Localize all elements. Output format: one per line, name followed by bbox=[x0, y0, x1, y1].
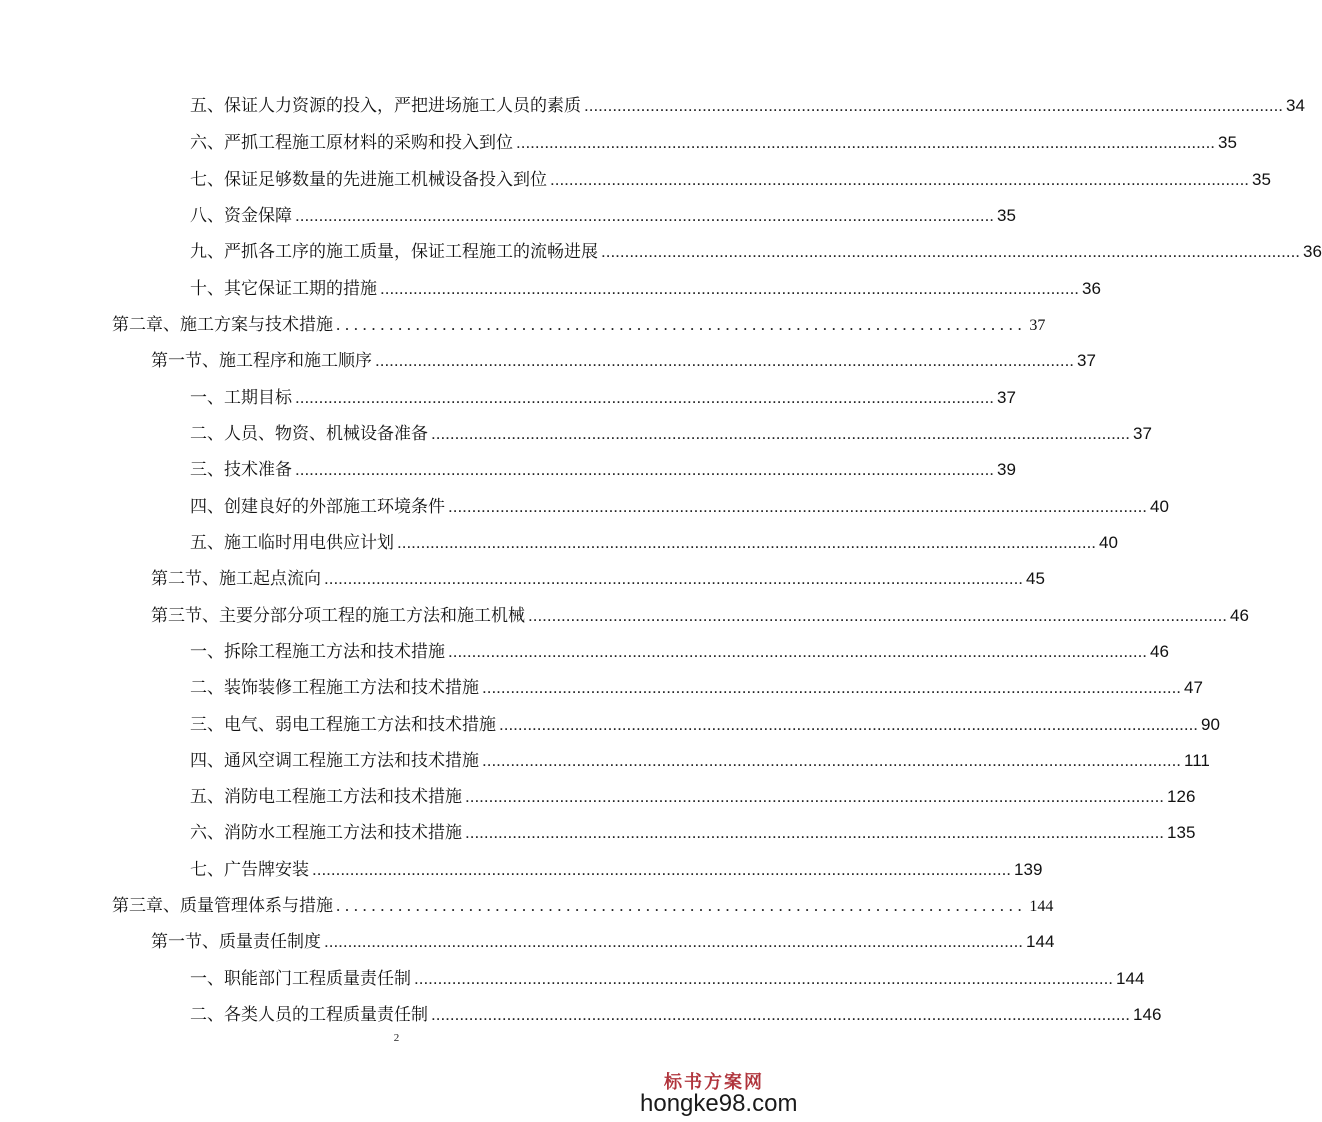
toc-leader-dots: .................................................................................................................................................... bbox=[324, 932, 1024, 951]
toc-leader-dots: .................................................................................................................................................... bbox=[499, 715, 1199, 734]
toc-leader-dots: .................................................................................................................................................... bbox=[295, 460, 995, 479]
toc-entry-title: 七、保证足够数量的先进施工机械设备投入到位 bbox=[190, 170, 547, 190]
toc-entry[interactable] bbox=[190, 787, 1196, 807]
toc-leader-dots: .................................................................................................................................................... bbox=[516, 133, 1216, 152]
toc-leader-dots: .................................................................................................................................................... bbox=[380, 279, 1080, 298]
toc-entry-title: 三、电气、弱电工程施工方法和技术措施 bbox=[190, 715, 496, 735]
toc-entry[interactable] bbox=[190, 242, 1322, 262]
toc-entry-page: 111 bbox=[1184, 751, 1210, 770]
toc-entry-title: 第一节、施工程序和施工顺序 bbox=[151, 351, 372, 371]
toc-leader-dots: .................................................................................................................................................... bbox=[584, 96, 1284, 115]
watermark-domain: hongke98.com bbox=[640, 1090, 798, 1117]
toc-leader-dots: .................................................................................................................................................... bbox=[295, 206, 995, 225]
toc-entry-title: 九、严抓各工序的施工质量，保证工程施工的流畅进展 bbox=[190, 242, 598, 262]
toc-entry-title: 二、人员、物资、机械设备准备 bbox=[190, 424, 428, 444]
toc-entry-page: 39 bbox=[997, 460, 1016, 479]
toc-entry-page: 144 bbox=[1029, 898, 1054, 915]
toc-entry-title: 第三章、质量管理体系与措施 bbox=[112, 896, 333, 916]
toc-entry-title: 七、广告牌安装 bbox=[190, 860, 309, 880]
toc-entry-page: 46 bbox=[1150, 642, 1169, 661]
toc-section-entry[interactable] bbox=[151, 932, 1055, 952]
toc-leader-dots: .................................................................................................................................................... bbox=[482, 751, 1182, 770]
toc-entry-title: 二、装饰装修工程施工方法和技术措施 bbox=[190, 678, 479, 698]
toc-entry-title: 十、其它保证工期的措施 bbox=[190, 279, 377, 299]
toc-entry-page: 126 bbox=[1167, 787, 1196, 806]
toc-entry[interactable] bbox=[190, 460, 1016, 480]
toc-entry[interactable] bbox=[190, 170, 1271, 190]
toc-entry[interactable] bbox=[190, 1005, 1162, 1025]
toc-entry-title: 三、技术准备 bbox=[190, 460, 292, 480]
toc-leader-dots: .................................................................................................................................................... bbox=[465, 787, 1165, 806]
toc-entry-page: 144 bbox=[1026, 932, 1055, 951]
toc-leader-dots: .................................................................................................................................................... bbox=[312, 860, 1012, 879]
toc-entry-page: 37 bbox=[1077, 351, 1096, 370]
toc-entry-title: 四、创建良好的外部施工环境条件 bbox=[190, 497, 445, 517]
toc-entry[interactable] bbox=[190, 823, 1196, 843]
toc-leader-dots: .................................................................................................................................................... bbox=[448, 497, 1148, 516]
toc-entry-title: 六、消防水工程施工方法和技术措施 bbox=[190, 823, 462, 843]
toc-entry-page: 36 bbox=[1082, 279, 1101, 298]
toc-entry[interactable] bbox=[190, 133, 1237, 153]
toc-entry[interactable] bbox=[190, 860, 1043, 880]
toc-leader-dots: .................................................................................................................................................... bbox=[295, 388, 995, 407]
watermark-site-name: 标书方案网 bbox=[664, 1072, 764, 1093]
toc-entry[interactable] bbox=[190, 678, 1203, 698]
toc-entry-page: 35 bbox=[997, 206, 1016, 225]
toc-entry-title: 第三节、主要分部分项工程的施工方法和施工机械 bbox=[151, 606, 525, 626]
toc-entry-page: 35 bbox=[1252, 170, 1271, 189]
page-number: 2 bbox=[393, 1032, 400, 1044]
toc-entry-page: 40 bbox=[1099, 533, 1118, 552]
toc-entry-title: 第一节、质量责任制度 bbox=[151, 932, 321, 952]
toc-chapter-entry[interactable] bbox=[112, 315, 1046, 336]
toc-entry-page: 135 bbox=[1167, 823, 1196, 842]
toc-leader-dots: .................................................................................................................................................... bbox=[550, 170, 1250, 189]
toc-entry[interactable] bbox=[190, 96, 1305, 116]
toc-entry[interactable] bbox=[190, 279, 1101, 299]
toc-section-entry[interactable] bbox=[151, 569, 1045, 589]
toc-section-entry[interactable] bbox=[151, 606, 1249, 626]
toc-entry[interactable] bbox=[190, 533, 1118, 553]
toc-leader-dots: .................................................................................................................................................... bbox=[528, 606, 1228, 625]
toc-entry-page: 46 bbox=[1230, 606, 1249, 625]
toc-entry-page: 45 bbox=[1026, 569, 1045, 588]
toc-leader-dots: .................................................................................................................................................... bbox=[397, 533, 1097, 552]
toc-entry-page: 37 bbox=[997, 388, 1016, 407]
toc-leader-dots: .................................................................................................................................................... bbox=[448, 642, 1148, 661]
toc-entry-page: 37 bbox=[1133, 424, 1152, 443]
toc-leader-dots: .................................................................................................................................................... bbox=[324, 569, 1024, 588]
toc-entry-page: 34 bbox=[1286, 96, 1305, 115]
toc-entry-page: 40 bbox=[1150, 497, 1169, 516]
toc-section-entry[interactable] bbox=[151, 351, 1096, 371]
toc-entry-page: 90 bbox=[1201, 715, 1220, 734]
toc-entry[interactable] bbox=[190, 642, 1169, 662]
toc-chapter-entry[interactable] bbox=[112, 896, 1054, 917]
toc-entry[interactable] bbox=[190, 715, 1220, 735]
toc-entry[interactable] bbox=[190, 497, 1169, 517]
toc-entry-title: 五、消防电工程施工方法和技术措施 bbox=[190, 787, 462, 807]
toc-leader-dots: .................................................................................................................................................... bbox=[431, 424, 1131, 443]
toc-entry-title: 五、保证人力资源的投入，严把进场施工人员的素质 bbox=[190, 96, 581, 116]
toc-entry-title: 二、各类人员的工程质量责任制 bbox=[190, 1005, 428, 1025]
toc-leader-dots: .............................................................................. bbox=[336, 896, 1027, 915]
toc-entry-page: 36 bbox=[1303, 242, 1322, 261]
toc-leader-dots: .................................................................................................................................................... bbox=[601, 242, 1301, 261]
toc-entry-title: 四、通风空调工程施工方法和技术措施 bbox=[190, 751, 479, 771]
toc-leader-dots: .................................................................................................................................................... bbox=[465, 823, 1165, 842]
toc-leader-dots: .................................................................................................................................................... bbox=[375, 351, 1075, 370]
toc-entry-title: 六、严抓工程施工原材料的采购和投入到位 bbox=[190, 133, 513, 153]
toc-entry-page: 139 bbox=[1014, 860, 1043, 879]
toc-entry-page: 144 bbox=[1116, 969, 1145, 988]
toc-entry[interactable] bbox=[190, 388, 1016, 408]
toc-entry-title: 一、拆除工程施工方法和技术措施 bbox=[190, 642, 445, 662]
toc-entry[interactable] bbox=[190, 751, 1210, 771]
toc-entry[interactable] bbox=[190, 206, 1016, 226]
toc-entry-page: 37 bbox=[1029, 317, 1046, 334]
toc-entry-page: 35 bbox=[1218, 133, 1237, 152]
toc-entry-title: 五、施工临时用电供应计划 bbox=[190, 533, 394, 553]
toc-leader-dots: .................................................................................................................................................... bbox=[431, 1005, 1131, 1024]
toc-entry-title: 八、资金保障 bbox=[190, 206, 292, 226]
toc-entry-title: 第二章、施工方案与技术措施 bbox=[112, 315, 333, 335]
toc-leader-dots: .................................................................................................................................................... bbox=[414, 969, 1114, 988]
toc-entry-page: 146 bbox=[1133, 1005, 1162, 1024]
toc-leader-dots: .................................................................................................................................................... bbox=[482, 678, 1182, 697]
toc-entry[interactable] bbox=[190, 969, 1145, 989]
toc-entry-title: 一、职能部门工程质量责任制 bbox=[190, 969, 411, 989]
toc-leader-dots: .............................................................................. bbox=[336, 315, 1027, 334]
toc-entry-title: 第二节、施工起点流向 bbox=[151, 569, 321, 589]
toc-entry[interactable] bbox=[190, 424, 1152, 444]
toc-entry-title: 一、工期目标 bbox=[190, 388, 292, 408]
toc-entry-page: 47 bbox=[1184, 678, 1203, 697]
